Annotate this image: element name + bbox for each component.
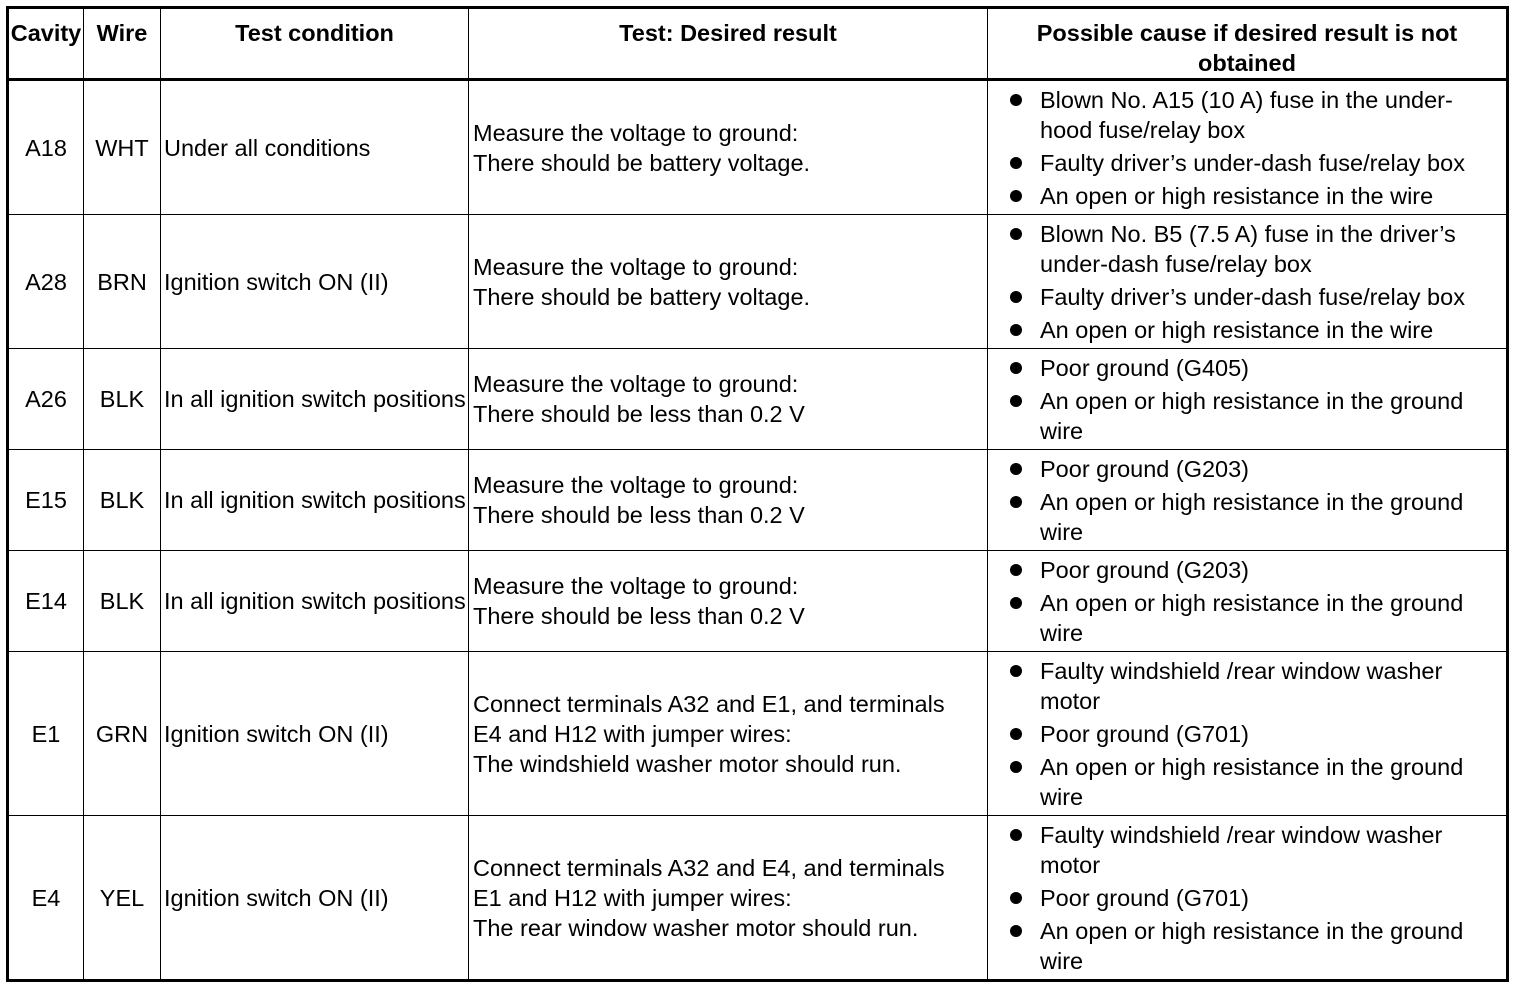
wire-cell: YEL	[84, 816, 161, 981]
condition-cell: Ignition switch ON (II)	[161, 215, 469, 349]
result-line: The windshield washer motor should run.	[473, 750, 902, 777]
condition-cell: In all ignition switch positions	[161, 551, 469, 652]
cavity-cell: E14	[8, 551, 84, 652]
bullet-icon	[1010, 291, 1022, 303]
result-line: There should be battery voltage.	[473, 149, 811, 176]
result-cell	[469, 450, 988, 551]
result-line: Connect terminals A32 and E4, and terminals	[473, 854, 945, 881]
result-cell	[469, 551, 988, 652]
result-line: Measure the voltage to ground:	[473, 119, 799, 146]
header-row	[8, 8, 1508, 80]
cause-item	[988, 148, 1506, 178]
cause-text: Poor ground (G701)	[1040, 721, 1250, 747]
bullet-icon	[1010, 190, 1022, 202]
header-wire: Wire	[84, 8, 161, 80]
bullet-icon	[1010, 564, 1022, 576]
cause-text: Faulty windshield /rear window washer motor	[1040, 658, 1443, 714]
result-line: There should be less than 0.2 V	[473, 401, 805, 427]
result-line: Measure the voltage to ground:	[473, 472, 799, 498]
table-row	[8, 551, 1508, 652]
cause-item	[988, 315, 1506, 345]
cause-text: Poor ground (G405)	[1040, 355, 1250, 381]
bullet-icon	[1010, 665, 1022, 677]
bullet-icon	[1010, 94, 1022, 106]
bullet-icon	[1010, 463, 1022, 475]
cause-item	[988, 656, 1506, 716]
cause-cell	[988, 80, 1508, 215]
result-line: E4 and H12 with jumper wires:	[473, 720, 792, 747]
result-line: Measure the voltage to ground:	[473, 371, 799, 397]
cause-text: Poor ground (G203)	[1040, 456, 1250, 482]
table-row	[8, 349, 1508, 450]
cause-text: An open or high resistance in the wire	[1040, 317, 1434, 343]
cause-item	[988, 282, 1506, 312]
cause-text: An open or high resistance in the ground wire	[1040, 590, 1464, 646]
header-possible-cause: Possible cause if desired result is not obtained	[988, 8, 1508, 80]
bullet-icon	[1010, 597, 1022, 609]
table-row	[8, 450, 1508, 551]
result-cell	[469, 215, 988, 349]
cavity-cell: A26	[8, 349, 84, 450]
diagnostic-table	[6, 6, 1509, 982]
cause-cell	[988, 215, 1508, 349]
cause-text: An open or high resistance in the ground wire	[1040, 489, 1464, 545]
cause-text: An open or high resistance in the wire	[1040, 183, 1434, 209]
table-row	[8, 80, 1508, 215]
bullet-icon	[1010, 362, 1022, 374]
cause-cell	[988, 652, 1508, 816]
result-cell	[469, 80, 988, 215]
table-row	[8, 215, 1508, 349]
cause-item	[988, 454, 1506, 484]
header-cavity: Cavity	[8, 8, 84, 80]
cause-item	[988, 85, 1506, 145]
table-row	[8, 816, 1508, 981]
bullet-icon	[1010, 395, 1022, 407]
cause-text: Faulty driver’s under-dash fuse/relay box	[1040, 150, 1465, 176]
cavity-cell: E1	[8, 652, 84, 816]
bullet-icon	[1010, 496, 1022, 508]
result-line: There should be battery voltage.	[473, 283, 811, 310]
result-line: Connect terminals A32 and E1, and terminals	[473, 690, 945, 717]
cause-item	[988, 820, 1506, 880]
cause-text: Faulty driver’s under-dash fuse/relay box	[1040, 284, 1465, 310]
wire-cell: BLK	[84, 450, 161, 551]
cause-text: An open or high resistance in the ground wire	[1040, 754, 1464, 810]
cavity-cell: A18	[8, 80, 84, 215]
condition-cell: Under all conditions	[161, 80, 469, 215]
cause-item	[988, 386, 1506, 446]
bullet-icon	[1010, 324, 1022, 336]
cause-text: Poor ground (G203)	[1040, 557, 1250, 583]
bullet-icon	[1010, 728, 1022, 740]
result-line: The rear window washer motor should run.	[473, 914, 919, 941]
cause-cell	[988, 349, 1508, 450]
result-cell	[469, 349, 988, 450]
bullet-icon	[1010, 157, 1022, 169]
bullet-icon	[1010, 761, 1022, 773]
bullet-icon	[1010, 829, 1022, 841]
cavity-cell: A28	[8, 215, 84, 349]
cause-text: Blown No. B5 (7.5 A) fuse in the driver’s under-dash fuse/relay box	[1040, 221, 1456, 277]
wire-cell: BLK	[84, 551, 161, 652]
cause-item	[988, 219, 1506, 279]
cause-cell	[988, 816, 1508, 981]
result-line: E1 and H12 with jumper wires:	[473, 884, 792, 911]
condition-cell: Ignition switch ON (II)	[161, 816, 469, 981]
table-row	[8, 652, 1508, 816]
cavity-cell: E15	[8, 450, 84, 551]
cause-text: An open or high resistance in the ground wire	[1040, 918, 1464, 974]
header-desired-result: Test: Desired result	[469, 8, 988, 80]
condition-cell: Ignition switch ON (II)	[161, 652, 469, 816]
wire-cell: BRN	[84, 215, 161, 349]
bullet-icon	[1010, 925, 1022, 937]
cause-text: Blown No. A15 (10 A) fuse in the under-hood fuse/relay box	[1040, 87, 1453, 143]
cause-cell	[988, 450, 1508, 551]
result-line: Measure the voltage to ground:	[473, 573, 799, 599]
condition-cell: In all ignition switch positions	[161, 349, 469, 450]
cause-item	[988, 916, 1506, 976]
cause-text: Faulty windshield /rear window washer motor	[1040, 822, 1443, 878]
wire-cell: GRN	[84, 652, 161, 816]
cause-item	[988, 883, 1506, 913]
wire-cell: BLK	[84, 349, 161, 450]
result-cell	[469, 816, 988, 981]
header-test-condition: Test condition	[161, 8, 469, 80]
condition-cell: In all ignition switch positions	[161, 450, 469, 551]
result-line: There should be less than 0.2 V	[473, 603, 805, 629]
cavity-cell: E4	[8, 816, 84, 981]
cause-item	[988, 353, 1506, 383]
cause-item	[988, 555, 1506, 585]
cause-item	[988, 752, 1506, 812]
cause-item	[988, 487, 1506, 547]
cause-text: An open or high resistance in the ground wire	[1040, 388, 1464, 444]
wire-cell: WHT	[84, 80, 161, 215]
bullet-icon	[1010, 892, 1022, 904]
cause-item	[988, 719, 1506, 749]
cause-item	[988, 181, 1506, 211]
result-line: Measure the voltage to ground:	[473, 253, 799, 280]
cause-item	[988, 588, 1506, 648]
bullet-icon	[1010, 228, 1022, 240]
result-line: There should be less than 0.2 V	[473, 502, 805, 528]
cause-cell	[988, 551, 1508, 652]
cause-text: Poor ground (G701)	[1040, 885, 1250, 911]
result-cell	[469, 652, 988, 816]
